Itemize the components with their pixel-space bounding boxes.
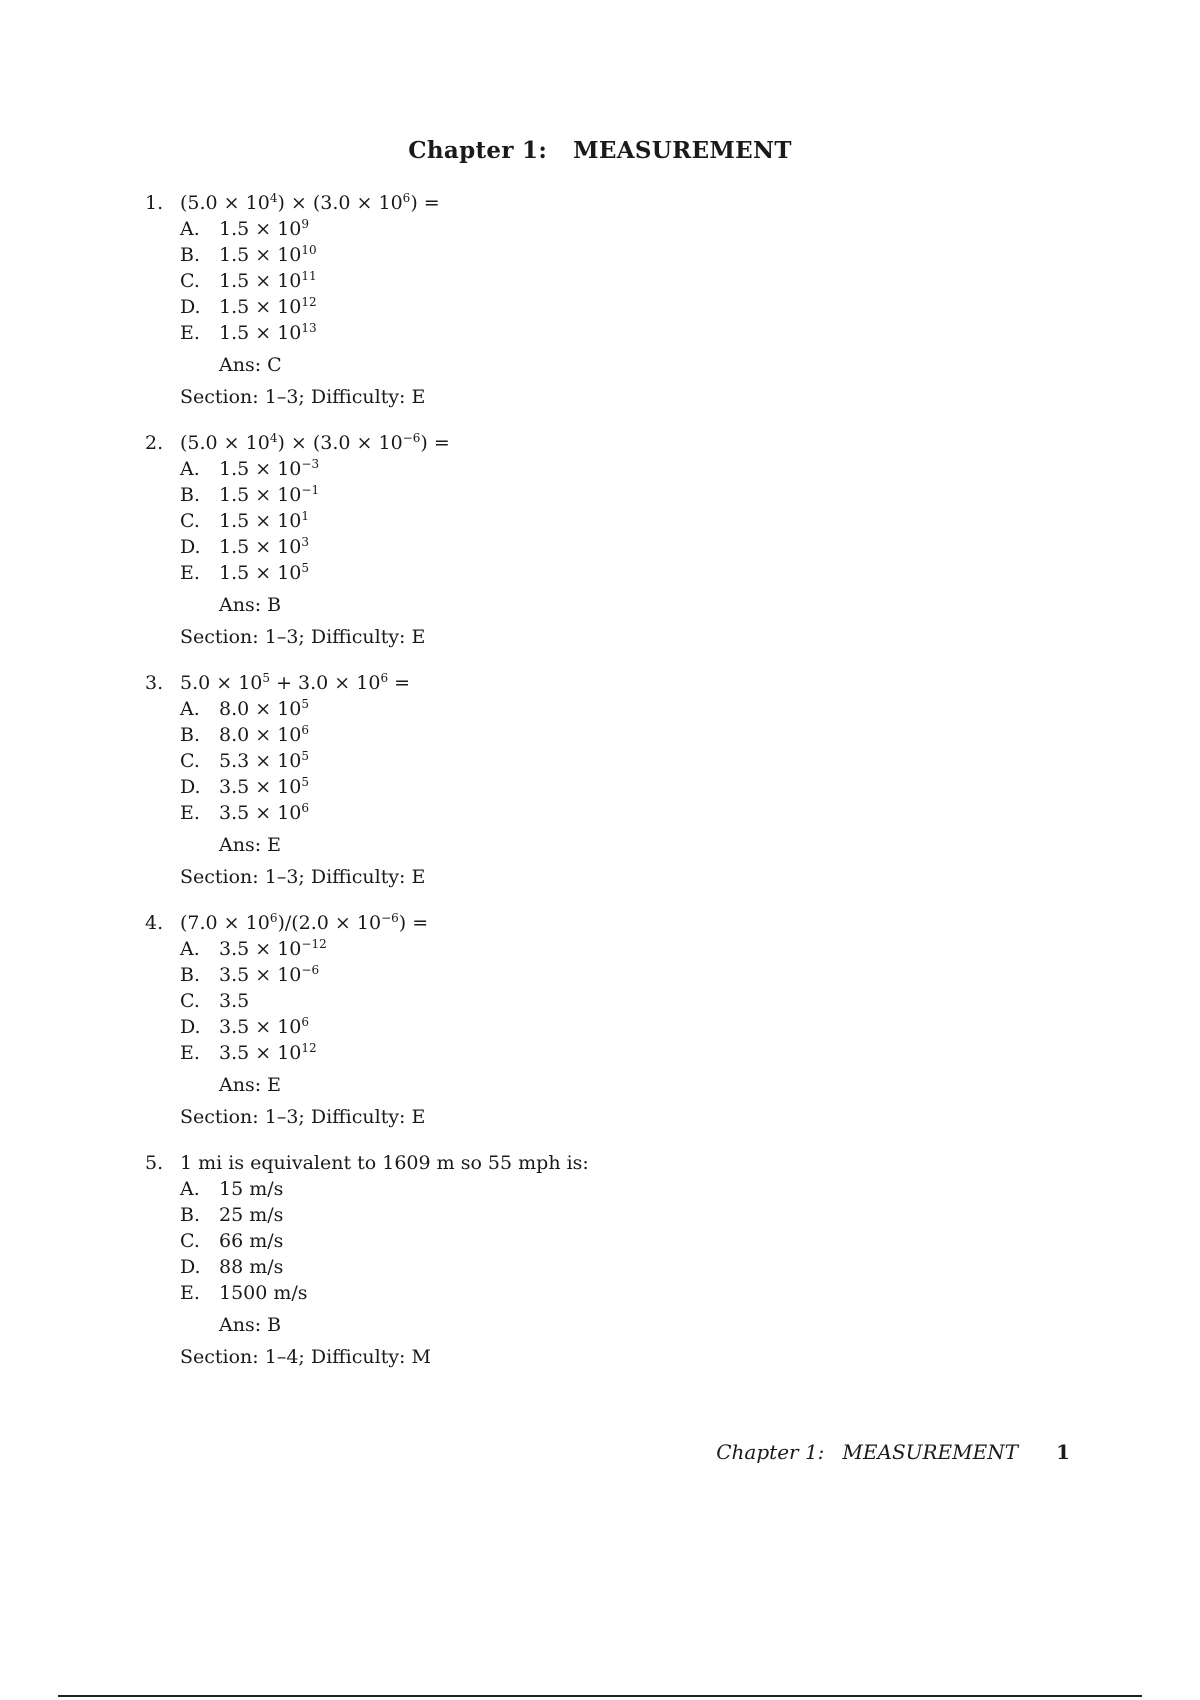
answer-option [180, 962, 1045, 988]
question-text: 1 mi is equivalent to 1609 m so 55 mph is: [180, 1152, 589, 1174]
answer-option [180, 294, 1045, 320]
footer-name: MEASUREMENT [842, 1440, 1019, 1464]
section-difficulty: Section: 1–3; Difficulty: E [180, 626, 426, 648]
footer-prefix: Chapter 1: [716, 1440, 825, 1464]
question-item [145, 910, 1045, 1130]
question-stem [145, 910, 1045, 936]
answer-key: Ans: B [219, 594, 282, 616]
option-text: $1.5 \times 10^{12}$ [219, 295, 317, 318]
option-letter: B. [180, 484, 201, 506]
option-text: 88 m/s [219, 1256, 284, 1278]
option-letter: C. [180, 750, 200, 772]
option-text: $3.5 \times 10^5$ [219, 775, 310, 798]
answer-option [180, 1254, 1045, 1280]
answer-option [180, 1040, 1045, 1066]
option-text: $1.5 \times 10^{13}$ [219, 321, 317, 344]
answer-option [180, 800, 1045, 826]
answer-option [180, 748, 1045, 774]
option-text: $1.5 \times 10^1$ [219, 509, 310, 532]
page-footer [716, 1440, 1070, 1464]
answer-key: Ans: C [219, 354, 282, 376]
option-text: $1.5 \times 10^{-1}$ [219, 483, 320, 506]
question-stem [145, 1150, 1045, 1176]
option-text: 66 m/s [219, 1230, 284, 1252]
answer-key: Ans: E [219, 1074, 282, 1096]
answer-option [180, 936, 1045, 962]
answer-option [180, 216, 1045, 242]
question-list [145, 190, 1045, 1390]
question-number: 2. [145, 432, 164, 454]
answer-option [180, 1202, 1045, 1228]
option-letter: C. [180, 510, 200, 532]
question-number: 4. [145, 912, 164, 934]
bottom-rule [58, 1695, 1142, 1697]
question-number: 5. [145, 1152, 164, 1174]
question-item [145, 190, 1045, 410]
option-text: $3.5 \times 10^{-6}$ [219, 963, 320, 986]
answer-option [180, 774, 1045, 800]
option-letter: E. [180, 322, 200, 344]
question-item [145, 670, 1045, 890]
question-text: $(5.0 \times 10^4) \times (3.0 \times 10^6)$ = [180, 191, 440, 214]
answer-option [180, 482, 1045, 508]
question-number: 3. [145, 672, 164, 694]
answer-option [180, 1176, 1045, 1202]
option-letter: A. [180, 938, 200, 960]
option-letter: A. [180, 458, 200, 480]
option-text: $1.5 \times 10^{11}$ [219, 269, 317, 292]
option-letter: E. [180, 562, 200, 584]
answer-option [180, 320, 1045, 346]
option-text: $3.5 \times 10^6$ [219, 1015, 310, 1038]
option-text: $5.3 \times 10^5$ [219, 749, 310, 772]
answer-options [145, 936, 1045, 1066]
option-letter: B. [180, 964, 201, 986]
title-prefix: Chapter 1: [408, 137, 548, 164]
question-item [145, 1150, 1045, 1370]
option-letter: C. [180, 1230, 200, 1252]
option-text: 1500 m/s [219, 1282, 308, 1304]
answer-option [180, 988, 1045, 1014]
option-text: 25 m/s [219, 1204, 284, 1226]
answer-option [180, 1280, 1045, 1306]
question-text: $(5.0 \times 10^4) \times (3.0 \times 10^{-6})$ = [180, 431, 450, 454]
option-text: $8.0 \times 10^5$ [219, 697, 310, 720]
answer-key: Ans: E [219, 834, 282, 856]
option-letter: B. [180, 244, 201, 266]
option-text: 3.5 [219, 990, 250, 1012]
answer-option [180, 696, 1045, 722]
question-text: $(7.0 \times 10^6)/(2.0 \times 10^{-6})$ = [180, 911, 429, 934]
option-letter: B. [180, 724, 201, 746]
answer-option [180, 242, 1045, 268]
option-letter: D. [180, 296, 201, 318]
option-letter: A. [180, 1178, 200, 1200]
question-stem [145, 670, 1045, 696]
option-letter: C. [180, 270, 200, 292]
question-text: $5.0 \times 10^5 + 3.0 \times 10^6$ = [180, 671, 411, 694]
answer-options [145, 456, 1045, 586]
footer-title [716, 1440, 1018, 1464]
answer-options [145, 1176, 1045, 1306]
option-letter: E. [180, 802, 200, 824]
option-letter: D. [180, 1016, 201, 1038]
option-text: $1.5 \times 10^9$ [219, 217, 310, 240]
section-difficulty: Section: 1–3; Difficulty: E [180, 386, 426, 408]
answer-option [180, 1228, 1045, 1254]
option-letter: D. [180, 1256, 201, 1278]
question-stem [145, 190, 1045, 216]
page-number: 1 [1056, 1440, 1070, 1464]
option-text: $1.5 \times 10^{-3}$ [219, 457, 320, 480]
answer-option [180, 268, 1045, 294]
section-difficulty: Section: 1–3; Difficulty: E [180, 1106, 426, 1128]
section-difficulty: Section: 1–4; Difficulty: M [180, 1346, 431, 1368]
answer-option [180, 560, 1045, 586]
page-title [0, 137, 1200, 164]
answer-option [180, 456, 1045, 482]
option-text: $3.5 \times 10^{-12}$ [219, 937, 327, 960]
option-letter: E. [180, 1282, 200, 1304]
option-text: $1.5 \times 10^{10}$ [219, 243, 317, 266]
option-letter: B. [180, 1204, 201, 1226]
answer-option [180, 722, 1045, 748]
option-letter: A. [180, 698, 200, 720]
option-text: $3.5 \times 10^{12}$ [219, 1041, 317, 1064]
option-letter: D. [180, 536, 201, 558]
option-text: $1.5 \times 10^5$ [219, 561, 310, 584]
answer-option [180, 534, 1045, 560]
option-letter: E. [180, 1042, 200, 1064]
answer-key: Ans: B [219, 1314, 282, 1336]
title-name: MEASUREMENT [573, 137, 792, 164]
option-text: 15 m/s [219, 1178, 284, 1200]
answer-options [145, 216, 1045, 346]
option-letter: A. [180, 218, 200, 240]
option-text: $8.0 \times 10^6$ [219, 723, 310, 746]
option-letter: D. [180, 776, 201, 798]
question-number: 1. [145, 192, 164, 214]
option-text: $3.5 \times 10^6$ [219, 801, 310, 824]
answer-option [180, 508, 1045, 534]
answer-options [145, 696, 1045, 826]
answer-option [180, 1014, 1045, 1040]
question-item [145, 430, 1045, 650]
question-stem [145, 430, 1045, 456]
option-letter: C. [180, 990, 200, 1012]
option-text: $1.5 \times 10^3$ [219, 535, 310, 558]
section-difficulty: Section: 1–3; Difficulty: E [180, 866, 426, 888]
